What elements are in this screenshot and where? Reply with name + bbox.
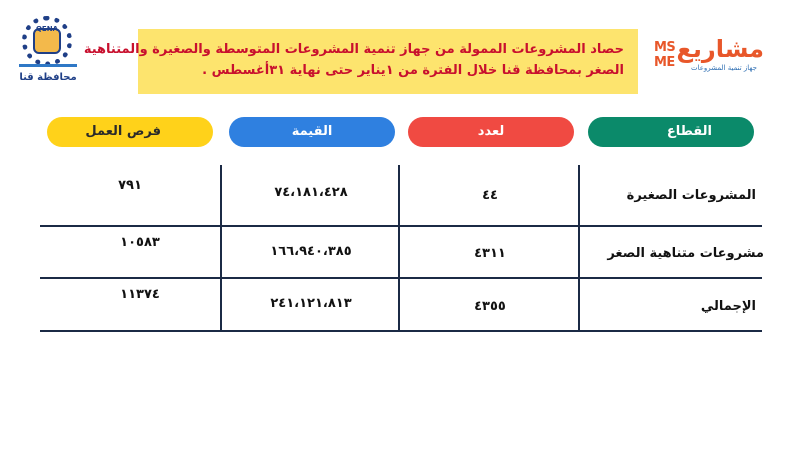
row-3-sector: الإجمالي [700, 299, 756, 314]
header-jobs: فرص العمل [47, 117, 213, 147]
results-table [40, 165, 762, 332]
row-1-value: ٧٤،١٨١،٤٢٨ [274, 185, 348, 200]
title-line-2: الصغر بمحافظة قنا خلال الفترة من ١يناير حتى نهاية ٣١أغسطس . [202, 63, 624, 78]
row-1-jobs: ٧٩١ [118, 178, 142, 193]
msme-logo [654, 34, 764, 80]
header-sector: القطاع [588, 117, 754, 147]
column-divider [578, 165, 580, 332]
row-2-count: ٤٣١١ [474, 246, 506, 261]
row-3-jobs: ١١٣٧٤ [120, 287, 160, 302]
qena-governorate-logo [16, 16, 80, 88]
header-count: لعدد [408, 117, 574, 147]
row-divider [40, 225, 762, 227]
row-1-sector: المشروعات الصغيرة [626, 188, 756, 203]
mashari-wordmark: مشاريع [676, 35, 764, 63]
column-divider [398, 165, 400, 332]
title-banner [83, 29, 638, 94]
header-value: القيمة [229, 117, 395, 147]
msme-letters [654, 40, 678, 70]
mashari-tagline: جهاز تنمية المشروعات [690, 64, 757, 72]
row-divider [40, 277, 762, 279]
msme-letters-bottom: ME [654, 55, 675, 70]
row-2-sector: مشروعات متناهية الصغر [607, 246, 764, 261]
governorate-caption: محافظة قنا [19, 72, 77, 83]
row-3-count: ٤٣٥٥ [474, 299, 506, 314]
column-divider [220, 165, 222, 332]
table-bottom-border [40, 330, 762, 332]
row-2-value: ١٦٦،٩٤٠،٣٨٥ [270, 244, 352, 259]
row-1-count: ٤٤ [482, 188, 498, 203]
row-3-value: ٢٤١،١٢١،٨١٣ [270, 296, 352, 311]
water-wave-icon [19, 61, 77, 69]
msme-letters-top: MS [654, 40, 676, 55]
row-2-jobs: ١٠٥٨٣ [120, 235, 160, 250]
emblem-text: QENA [35, 25, 58, 33]
title-line-1: حصاد المشروعات الممولة من جهاز تنمية المشروعات المتوسطة والصغيرة والمتناهية [83, 42, 624, 57]
